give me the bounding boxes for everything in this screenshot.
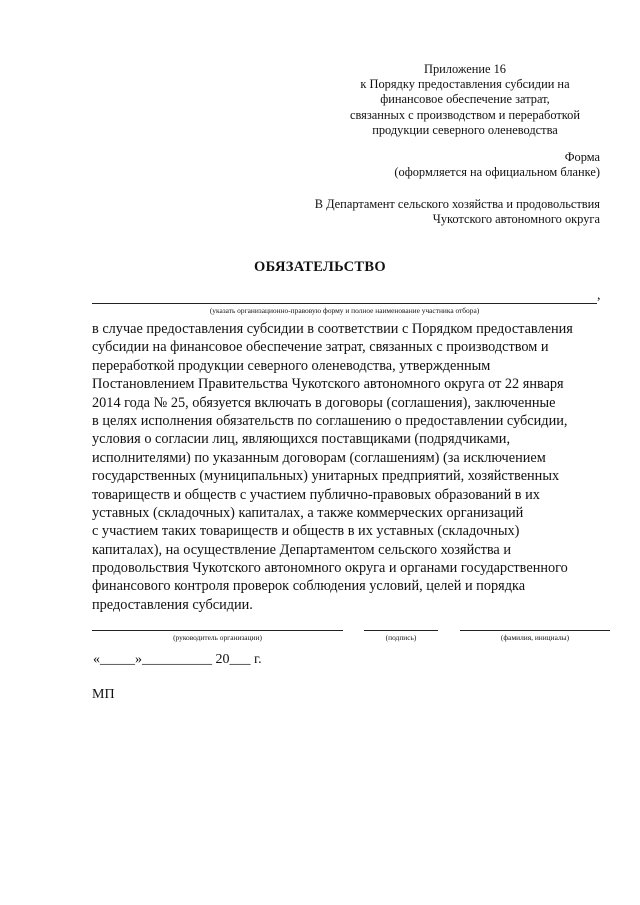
addressee-line: В Департамент сельского хозяйства и продовольствия: [314, 197, 600, 211]
addressee-block: [290, 197, 600, 227]
head-of-organization-hint: (руководитель организации): [173, 633, 262, 642]
obligation-text: [92, 320, 602, 614]
appendix-line: Приложение 16: [424, 62, 506, 76]
body-line: 2014 года № 25, обязуется включать в договоры (соглашения), заключенные: [92, 394, 556, 411]
head-of-organization-field[interactable]: [92, 630, 343, 631]
form-label-note: (оформляется на официальном бланке): [394, 165, 600, 180]
body-line: Постановлением Правительства Чукотского автономного округа от 22 января: [92, 376, 564, 393]
stamp-placeholder: МП: [92, 687, 115, 702]
body-line: капиталах), на осуществление Департаментом сельского хозяйства и: [92, 541, 511, 558]
appendix-line: финансовое обеспечение затрат,: [380, 92, 550, 107]
body-line: предоставления субсидии.: [92, 596, 253, 613]
body-line: уставных (складочных) капиталах, а также коммерческих организаций: [92, 504, 524, 521]
date-field[interactable]: «_____»__________ 20___ г.: [93, 652, 262, 667]
party-name-field[interactable]: [92, 290, 597, 304]
body-line: исполнителями) по указанным договорам (соглашениям) (за исключением: [92, 449, 546, 466]
body-line: субсидии на финансовое обеспечение затрат, связанных с производством и: [92, 339, 549, 356]
signature-hint: (подпись): [385, 633, 417, 642]
body-line: продовольствия Чукотского автономного округа и органами государственного: [92, 560, 568, 577]
appendix-line: связанных с производством и переработкой: [349, 107, 580, 122]
body-line: в целях исполнения обязательств по соглашению о предоставлении субсидии,: [92, 412, 568, 429]
body-line: финансового контроля проверок соблюдения условий, целей и порядка: [92, 578, 526, 595]
full-name-hint: (фамилия, инициалы): [500, 633, 570, 642]
form-label: [300, 150, 600, 180]
addressee-line: Чукотского автономного округа: [432, 212, 600, 227]
appendix-line: к Порядку предоставления субсидии на: [360, 77, 570, 92]
signature-field[interactable]: [364, 630, 438, 631]
body-line: условия о согласии лиц, являющихся поставщиками (подрядчиками,: [92, 431, 511, 448]
body-line: в случае предоставления субсидии в соответствии с Порядком предоставления: [92, 321, 573, 337]
document-title: ОБЯЗАТЕЛЬСТВО: [254, 259, 386, 275]
body-line: переработкой продукции северного оленеводства, утвержденным: [92, 357, 491, 374]
party-name-hint: (указать организационно-правовую форму и полное наименование участника отбора): [209, 306, 480, 315]
body-line: товариществ и обществ с участием публично-правовых образований в их: [92, 486, 540, 503]
appendix-line: продукции северного оленеводства: [372, 122, 558, 137]
party-comma: ,: [597, 288, 601, 303]
form-label-title: Форма: [564, 150, 600, 164]
body-line: с участием таких товариществ и обществ в их уставных (складочных): [92, 523, 520, 540]
appendix-header: [330, 62, 600, 138]
body-line: государственных (муниципальных) унитарных предприятий, хозяйственных: [92, 468, 560, 485]
full-name-field[interactable]: [460, 630, 610, 631]
